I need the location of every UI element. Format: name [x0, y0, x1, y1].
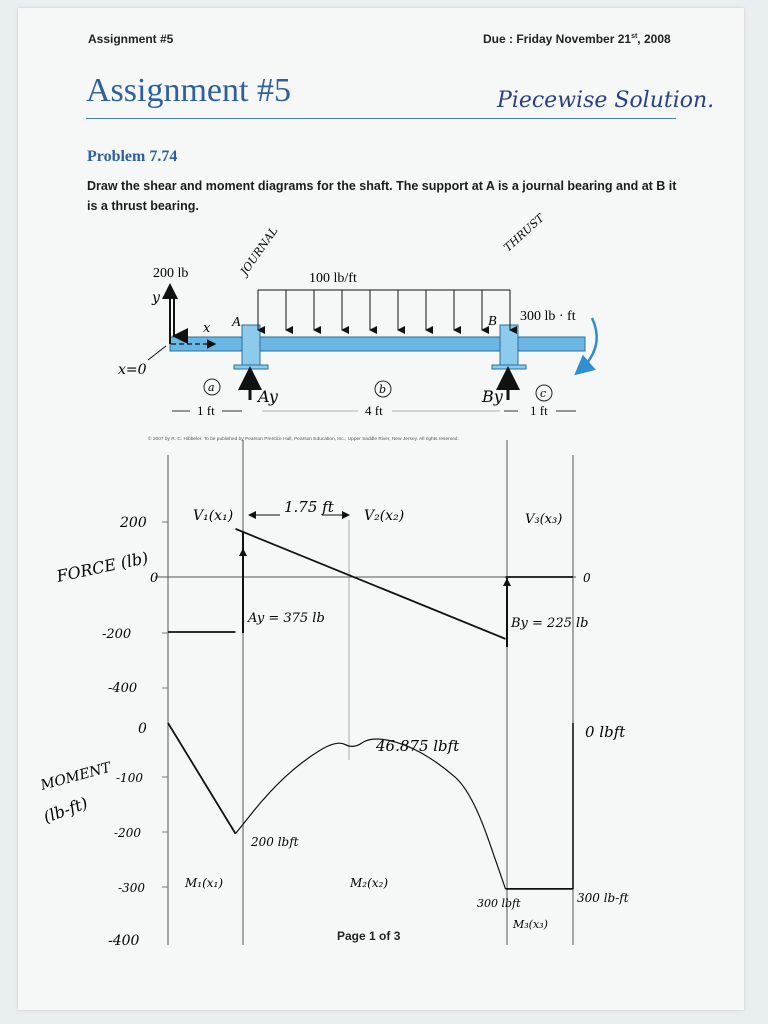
moment-at-B-value: 300 lbft — [477, 897, 521, 910]
shear-v2-label: V₂(x₂) — [364, 508, 405, 524]
dim-1ft-right: 1 ft — [530, 403, 548, 418]
moment-axis-units: (lb-ft) — [40, 793, 91, 827]
distributed-load-arrows — [258, 290, 510, 330]
journal-note: JOURNAL — [237, 224, 281, 278]
x-origin-leader — [148, 346, 166, 360]
beam-figure — [118, 210, 597, 418]
moment-tick-neg400: -400 — [108, 933, 140, 949]
moment-tick-0: 0 — [138, 721, 147, 737]
x-axis-label: x — [203, 321, 211, 336]
shear-axis-label: FORCE (lb) — [54, 547, 150, 586]
dist-arrowhead-right — [342, 511, 350, 519]
problem-heading: Problem 7.74 — [87, 148, 178, 165]
dim-4ft: 4 ft — [365, 403, 383, 418]
due-date-year: , 2008 — [637, 32, 671, 46]
moment-line-2 — [236, 739, 506, 889]
moment-m3-label: M₃(x₃) — [513, 918, 548, 931]
segment-c-label: c — [540, 387, 547, 400]
journal-bearing-A — [242, 325, 260, 365]
problem-statement: Draw the shear and moment diagrams for the shaft. The support at A is a journal bearing and at B it is a thrust bearing. — [87, 179, 677, 213]
shear-end-zero: 0 — [583, 571, 591, 585]
couple-moment-label: 300 lb · ft — [520, 309, 576, 324]
segment-b-label: b — [379, 383, 387, 396]
dim-1ft-left: 1 ft — [197, 403, 215, 418]
header-assignment-label: Assignment #5 — [88, 32, 174, 46]
shear-jump-A-arrowhead — [239, 548, 247, 556]
moment-tick-neg300: -300 — [118, 881, 145, 895]
moment-diagram — [38, 721, 629, 949]
shear-v3-label: V₃(x₃) — [525, 512, 563, 527]
moment-at-A-value: 200 lbft — [251, 835, 299, 849]
moment-end-zero: 0 lbft — [585, 723, 626, 741]
shear-tick-neg200: -200 — [102, 627, 132, 642]
page-number-current: 1 — [369, 929, 376, 943]
point-load-label: 200 lb — [153, 266, 189, 281]
shear-tick-200: 200 — [120, 515, 147, 531]
support-A-label: A — [232, 315, 241, 330]
thrust-bearing-B — [500, 325, 518, 365]
shear-tick-0: 0 — [150, 571, 159, 586]
moment-seg-c-value: 300 lb-ft — [577, 891, 629, 905]
x-origin-label: x=0 — [118, 362, 147, 378]
page-number: Page 1 of 3 — [337, 929, 401, 943]
distributed-load-label: 100 lb/ft — [309, 271, 357, 286]
moment-tick-neg100: -100 — [116, 771, 143, 785]
zero-shear-distance: 1.75 ft — [284, 498, 334, 516]
page-title: Assignment #5 — [86, 72, 291, 109]
reaction-Ay-value: Ay = 375 lb — [248, 611, 325, 626]
moment-series-group — [168, 723, 573, 889]
bearing-base-B — [492, 365, 526, 369]
shaft — [170, 337, 585, 351]
handwritten-subtitle: Piecewise Solution. — [497, 88, 715, 113]
segment-a-label: a — [208, 381, 215, 394]
reaction-Ay-label: Ay — [258, 387, 278, 406]
due-date-ordinal: st — [631, 33, 638, 40]
shear-jump-B-arrowhead — [503, 578, 511, 586]
moment-tick-neg200: -200 — [114, 826, 141, 840]
due-date-text: Due : Friday November 21 — [483, 32, 632, 46]
bearing-base-A — [234, 365, 268, 369]
shear-tick-neg400: -400 — [108, 681, 138, 696]
reaction-By-label: By — [482, 387, 503, 406]
shear-v1-label: V₁(x₁) — [193, 508, 234, 524]
reaction-By-value: By = 225 lb — [511, 616, 589, 631]
y-axis-label: y — [152, 290, 160, 306]
thrust-note: THRUST — [501, 211, 547, 255]
moment-m2-label: M₂(x₂) — [350, 876, 389, 890]
figure-copyright: © 2007 by R. C. Hibbeler. To be published by Pearson Prentice Hall, Pearson Education, Inc., Upper Saddle River, New Jersey. All rights reserved. — [148, 437, 459, 442]
moment-peak-value: 46.875 lbft — [376, 737, 460, 755]
dist-arrowhead-left — [248, 511, 256, 519]
support-B-label: B — [488, 314, 497, 329]
moment-axis-label: MOMENT — [38, 759, 113, 794]
shear-diagram — [54, 498, 591, 696]
moment-m1-label: M₁(x₁) — [185, 876, 224, 890]
moment-line-1 — [168, 723, 236, 834]
